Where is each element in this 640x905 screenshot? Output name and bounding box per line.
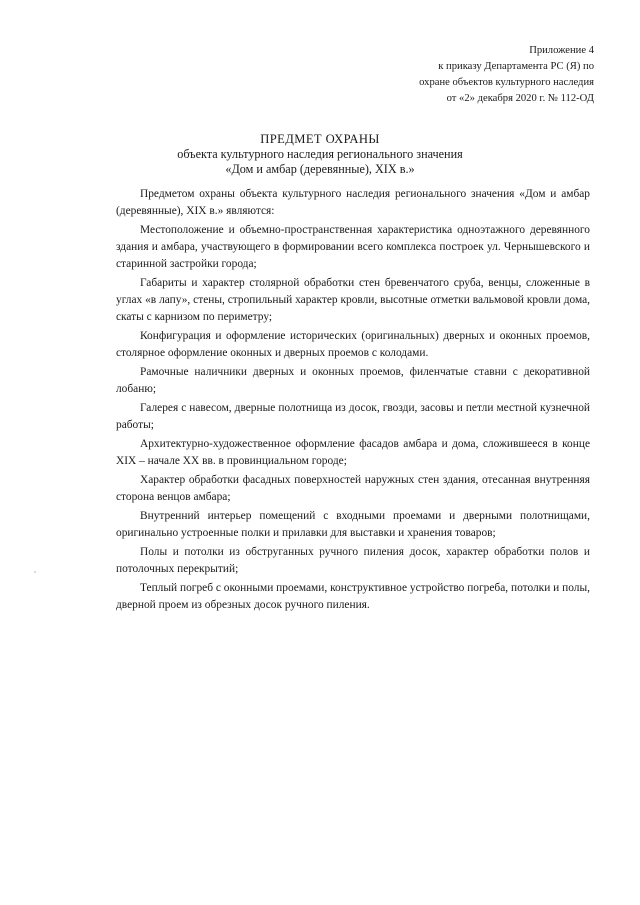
document-title: ПРЕДМЕТ ОХРАНЫ bbox=[260, 132, 380, 146]
body-paragraph: Галерея с навесом, дверные полотнища из досок, гвозди, засовы и петли местной кузнечной работы; bbox=[116, 401, 590, 431]
document-title-block bbox=[0, 132, 640, 177]
appendix-line: охране объектов культурного наследия bbox=[419, 77, 594, 88]
document-subtitle: «Дом и амбар (деревянные), XIX в.» bbox=[225, 162, 415, 176]
body-paragraph: Рамочные наличники дверных и оконных проемов, филенчатые ставни с декоративной лобаню; bbox=[116, 365, 590, 395]
document-body bbox=[116, 186, 590, 616]
appendix-reference bbox=[294, 43, 594, 107]
body-paragraph: Конфигурация и оформление исторических (оригинальных) дверных и оконных проемов, столярное оформление оконных и дверных проемов с колодами. bbox=[116, 329, 590, 359]
appendix-line: от «2» декабря 2020 г. № 112-ОД bbox=[446, 93, 594, 104]
body-paragraph: Предметом охраны объекта культурного наследия регионального значения «Дом и амбар (деревянные), XIX в.» являются: bbox=[116, 188, 590, 217]
body-paragraph: Габариты и характер столярной обработки стен бревенчатого сруба, венцы, сложенные в углах «в лапу», стены, стропильный характер кровли, высотные отметки вальмовой кровли дома, скаты с карнизом по периметру; bbox=[116, 276, 590, 323]
appendix-line: Приложение 4 bbox=[529, 45, 594, 56]
scan-speck bbox=[34, 571, 36, 573]
body-paragraph: Характер обработки фасадных поверхностей наружных стен здания, отесанная внутренняя сторона венцов амбара; bbox=[116, 473, 590, 503]
body-paragraph: Местоположение и объемно-пространственная характеристика одноэтажного деревянного здания и амбара, участвующего в формировании всего комплекса построек ул. Чернышевского и старинной застройки города; bbox=[116, 224, 590, 270]
body-paragraph: Теплый погреб с оконными проемами, конструктивное устройство погреба, потолки и полы, дверной проем из обрезных досок ручного пиления. bbox=[116, 581, 590, 611]
body-paragraph: Полы и потолки из обструганных ручного пиления досок, характер обработки полов и потолочных перекрытий; bbox=[116, 545, 590, 575]
appendix-line: к приказу Департамента РС (Я) по bbox=[438, 61, 594, 72]
body-paragraph: Архитектурно-художественное оформление фасадов амбара и дома, сложившееся в конце XIX – начале XX вв. в провинциальном городе; bbox=[116, 437, 590, 467]
document-subtitle: объекта культурного наследия регионального значения bbox=[177, 147, 463, 161]
body-paragraph: Внутренний интерьер помещений с входными проемами и дверными полотнищами, оригинально устроенные полки и прилавки для выставки и хранения товаров; bbox=[116, 509, 590, 539]
